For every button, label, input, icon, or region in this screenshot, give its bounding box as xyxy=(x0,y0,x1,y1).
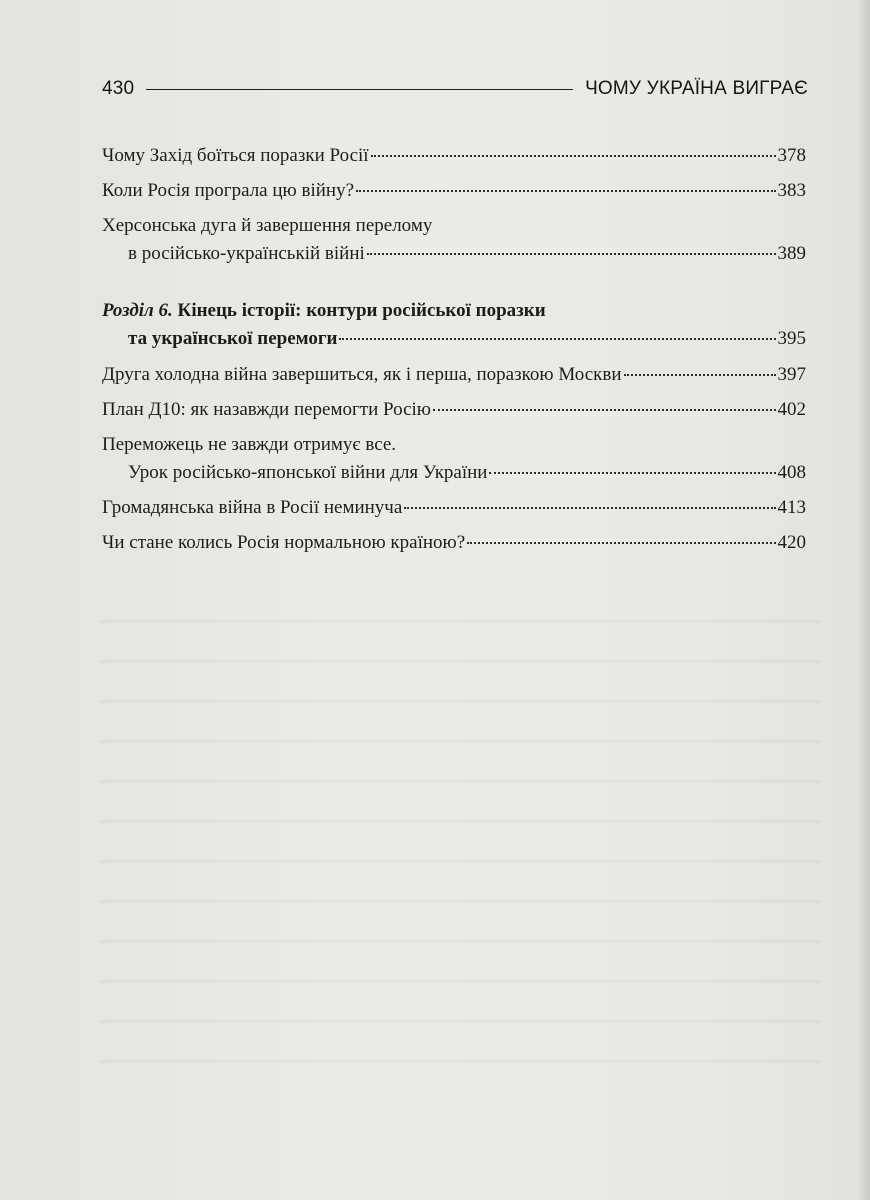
toc-entry-title: План Д10: як назавжди перемогти Росію xyxy=(102,399,431,420)
toc-entry xyxy=(102,177,806,205)
toc-entry-page: 420 xyxy=(777,532,806,553)
toc-entry xyxy=(102,212,806,268)
dot-leader xyxy=(356,190,775,192)
toc-entry-page: 378 xyxy=(777,145,806,166)
table-of-contents xyxy=(102,142,806,557)
toc-entry-page: 389 xyxy=(777,243,806,264)
dot-leader xyxy=(367,253,776,255)
chapter-title-line1: Кінець історії: контури російської поразки xyxy=(172,300,546,321)
toc-entry-page: 402 xyxy=(777,399,806,420)
toc-entry-page: 383 xyxy=(777,180,806,201)
toc-entry xyxy=(102,361,806,389)
running-header xyxy=(102,76,808,102)
toc-entry-page: 395 xyxy=(777,328,806,349)
toc-entry-title-line1: Херсонська дуга й завершення перелому xyxy=(102,215,433,236)
dot-leader xyxy=(339,338,775,340)
toc-entry-title: Чому Захід боїться поразки Росії xyxy=(102,145,369,166)
dot-leader xyxy=(404,507,775,509)
toc-entry xyxy=(102,494,806,522)
toc-entry-title-line1: Переможець не завжди отримує все. xyxy=(102,434,397,455)
dot-leader xyxy=(371,155,776,157)
page-number: 430 xyxy=(102,78,135,99)
dot-leader xyxy=(624,374,776,376)
toc-entry xyxy=(102,396,806,424)
toc-entry-title: Коли Росія програла цю війну? xyxy=(102,180,355,201)
toc-entry-title: Громадянська війна в Росії неминуча xyxy=(102,497,403,518)
toc-entry-title: Друга холодна війна завершиться, як і перша, поразкою Москви xyxy=(102,364,622,385)
toc-entry-page: 413 xyxy=(777,497,806,518)
chapter-title-line2: та української перемоги xyxy=(128,328,338,349)
show-through-text xyxy=(100,600,820,1100)
toc-chapter-entry xyxy=(102,297,806,353)
toc-entry-page: 397 xyxy=(777,364,806,385)
running-title: ЧОМУ УКРАЇНА ВИГРАЄ xyxy=(585,78,808,99)
header-rule xyxy=(146,89,573,90)
toc-entry xyxy=(102,431,806,487)
toc-entry-title-line2: в російсько-українській війні xyxy=(128,243,365,264)
toc-entry xyxy=(102,529,806,557)
dot-leader xyxy=(433,409,776,411)
toc-entry-page: 408 xyxy=(777,462,806,483)
dot-leader xyxy=(489,472,775,474)
page-edge-shadow xyxy=(856,0,870,1200)
dot-leader xyxy=(467,542,775,544)
toc-entry-title-line2: Урок російсько-японської війни для України xyxy=(128,462,488,483)
toc-entry xyxy=(102,142,806,170)
toc-entry-title: Чи стане колись Росія нормальною країною? xyxy=(102,532,466,553)
chapter-label: Розділ 6. xyxy=(102,300,173,321)
